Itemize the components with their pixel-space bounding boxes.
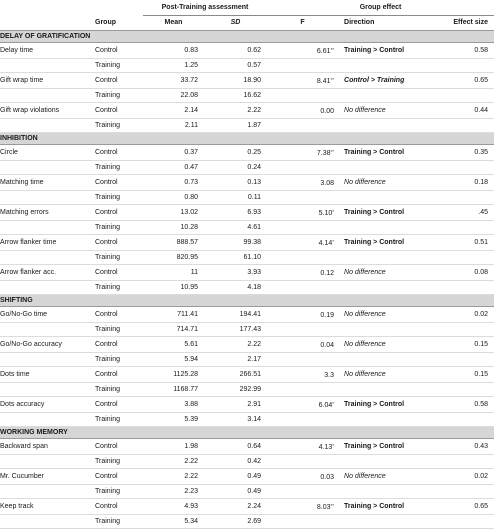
significance-marker: * [332, 443, 335, 448]
direction-cell: Training > Control [338, 235, 424, 251]
f-value: 5.10 [318, 210, 333, 217]
f-cell [267, 73, 338, 89]
f-cell [267, 383, 338, 397]
effect-size-cell [424, 515, 494, 529]
f-cell [267, 175, 338, 191]
measure-name: Gift wrap time [0, 73, 89, 89]
table-row [0, 307, 494, 323]
measure-name [0, 251, 89, 265]
direction-cell: No difference [338, 337, 424, 353]
group-cell: Control [89, 175, 143, 191]
group-cell: Control [89, 73, 143, 89]
f-value: 4.14 [318, 240, 333, 247]
f-value: 4.13 [318, 444, 333, 451]
effect-size-cell [424, 383, 494, 397]
f-value: 0.04 [320, 342, 335, 349]
f-cell [267, 353, 338, 367]
f-cell [267, 323, 338, 337]
group-cell: Control [89, 439, 143, 455]
measure-name [0, 161, 89, 175]
measure-name [0, 515, 89, 529]
effect-size-cell [424, 191, 494, 205]
mean-cell: 4.93 [143, 499, 204, 515]
mean-cell: 1125.28 [143, 367, 204, 383]
sd-cell: 292.99 [204, 383, 267, 397]
direction-cell [338, 485, 424, 499]
f-cell [267, 161, 338, 175]
direction-cell: No difference [338, 307, 424, 323]
measure-name [0, 353, 89, 367]
group-cell: Control [89, 265, 143, 281]
group-cell: Training [89, 383, 143, 397]
table-row [0, 337, 494, 353]
table-row [0, 439, 494, 455]
effect-size-cell: 0.65 [424, 73, 494, 89]
direction-cell: Training > Control [338, 205, 424, 221]
f-cell [267, 191, 338, 205]
table-row [0, 265, 494, 281]
table-row [0, 383, 494, 397]
effect-size-cell: 0.65 [424, 499, 494, 515]
significance-marker: * [332, 209, 335, 214]
f-value: 8.41 [316, 78, 331, 85]
group-cell: Control [89, 205, 143, 221]
direction-cell: Training > Control [338, 397, 424, 413]
section-header-row [0, 133, 494, 145]
table-row [0, 175, 494, 191]
sd-cell: 2.91 [204, 397, 267, 413]
measure-name: Mr. Cucumber [0, 469, 89, 485]
f-value: 3.08 [320, 180, 335, 187]
table-row [0, 353, 494, 367]
effect-size-cell [424, 455, 494, 469]
measure-name: Go/No-Go time [0, 307, 89, 323]
table-row [0, 455, 494, 469]
effect-size-cell: 0.15 [424, 337, 494, 353]
mean-cell: 11 [143, 265, 204, 281]
effect-size-cell: 0.58 [424, 43, 494, 59]
sd-cell: 18.90 [204, 73, 267, 89]
significance-marker: ** [330, 47, 335, 52]
effect-size-cell: 0.58 [424, 397, 494, 413]
effect-size-cell: 0.18 [424, 175, 494, 191]
table-row [0, 59, 494, 73]
f-cell [267, 281, 338, 295]
effect-size-cell: 0.15 [424, 367, 494, 383]
mean-cell: 888.57 [143, 235, 204, 251]
table-row [0, 221, 494, 235]
table-row [0, 145, 494, 161]
effect-size-cell [424, 413, 494, 427]
sd-cell: 0.49 [204, 485, 267, 499]
section-title: INHIBITION [0, 133, 494, 145]
f-value: 0.00 [320, 108, 335, 115]
sd-cell: 2.24 [204, 499, 267, 515]
group-cell: Training [89, 455, 143, 469]
measure-name: Delay time [0, 43, 89, 59]
effect-size-cell [424, 251, 494, 265]
measure-name: Circle [0, 145, 89, 161]
group-cell: Training [89, 323, 143, 337]
measure-name: Keep track [0, 499, 89, 515]
mean-cell: 5.34 [143, 515, 204, 529]
measure-name [0, 89, 89, 103]
measure-name [0, 59, 89, 73]
mean-column-header: Mean [164, 19, 183, 26]
table-row [0, 89, 494, 103]
table-row [0, 499, 494, 515]
table-row [0, 485, 494, 499]
group-cell: Control [89, 397, 143, 413]
table-row [0, 397, 494, 413]
mean-cell: 5.39 [143, 413, 204, 427]
effect-size-cell [424, 89, 494, 103]
group-cell: Control [89, 367, 143, 383]
sd-cell: 3.14 [204, 413, 267, 427]
sd-cell: 2.22 [204, 103, 267, 119]
direction-cell: No difference [338, 469, 424, 485]
measure-name [0, 119, 89, 133]
effect-size-cell: 0.51 [424, 235, 494, 251]
direction-cell [338, 119, 424, 133]
effect-size-cell: 0.44 [424, 103, 494, 119]
sd-cell: 0.13 [204, 175, 267, 191]
direction-cell [338, 89, 424, 103]
f-value: 6.04 [318, 402, 333, 409]
effect-size-column-header: Effect size [453, 19, 489, 26]
group-cell: Training [89, 119, 143, 133]
sd-cell: 0.24 [204, 161, 267, 175]
table-row [0, 413, 494, 427]
direction-column-header: Direction [344, 19, 375, 26]
mean-cell: 10.95 [143, 281, 204, 295]
f-cell [267, 469, 338, 485]
mean-cell: 711.41 [143, 307, 204, 323]
mean-cell: 1168.77 [143, 383, 204, 397]
measure-name: Matching time [0, 175, 89, 191]
group-cell: Training [89, 515, 143, 529]
table-header [0, 0, 494, 31]
significance-marker: ** [330, 503, 335, 508]
mean-cell: 33.72 [143, 73, 204, 89]
direction-cell [338, 323, 424, 337]
f-cell [267, 251, 338, 265]
measure-name: Arrow flanker time [0, 235, 89, 251]
direction-cell [338, 221, 424, 235]
direction-cell [338, 455, 424, 469]
mean-cell: 2.22 [143, 469, 204, 485]
group-effect-header: Group effect [267, 0, 494, 16]
section-title: WORKING MEMORY [0, 427, 494, 439]
group-cell: Control [89, 145, 143, 161]
measure-name: Go/No-Go accuracy [0, 337, 89, 353]
f-cell [267, 145, 338, 161]
sd-cell: 99.38 [204, 235, 267, 251]
f-value: 6.61 [316, 48, 331, 55]
direction-cell [338, 353, 424, 367]
direction-cell [338, 515, 424, 529]
measure-name: Arrow flanker acc. [0, 265, 89, 281]
mean-cell: 1.25 [143, 59, 204, 73]
significance-marker: ** [330, 77, 335, 82]
mean-cell: 714.71 [143, 323, 204, 337]
effect-size-cell: 0.02 [424, 469, 494, 485]
measure-name: Dots time [0, 367, 89, 383]
effect-size-cell [424, 323, 494, 337]
table-row [0, 251, 494, 265]
effect-size-cell: 0.02 [424, 307, 494, 323]
mean-cell: 13.02 [143, 205, 204, 221]
sd-cell: 2.17 [204, 353, 267, 367]
section-header-row [0, 31, 494, 43]
sd-cell: 0.57 [204, 59, 267, 73]
direction-cell: Training > Control [338, 145, 424, 161]
direction-cell: Training > Control [338, 43, 424, 59]
section-header-row [0, 295, 494, 307]
table-row [0, 323, 494, 337]
group-cell: Training [89, 161, 143, 175]
direction-cell [338, 191, 424, 205]
direction-cell [338, 413, 424, 427]
post-training-header: Post-Training assessment [143, 0, 267, 16]
effect-size-cell: 0.43 [424, 439, 494, 455]
group-cell: Training [89, 221, 143, 235]
effect-size-cell [424, 221, 494, 235]
table-row [0, 191, 494, 205]
significance-marker: ** [330, 149, 335, 154]
direction-cell: Training > Control [338, 439, 424, 455]
sd-cell: 2.22 [204, 337, 267, 353]
direction-cell [338, 251, 424, 265]
mean-cell: 3.88 [143, 397, 204, 413]
effect-size-cell [424, 485, 494, 499]
measure-name: Backward span [0, 439, 89, 455]
mean-cell: 820.95 [143, 251, 204, 265]
measure-name [0, 191, 89, 205]
group-cell: Control [89, 235, 143, 251]
mean-cell: 10.28 [143, 221, 204, 235]
f-cell [267, 499, 338, 515]
section-title: DELAY OF GRATIFICATION [0, 31, 494, 43]
sd-cell: 3.93 [204, 265, 267, 281]
mean-cell: 0.83 [143, 43, 204, 59]
f-cell [267, 265, 338, 281]
f-cell [267, 205, 338, 221]
f-value: 8.03 [316, 504, 331, 511]
f-value: 0.19 [320, 312, 335, 319]
sd-cell: 1.87 [204, 119, 267, 133]
direction-cell: No difference [338, 175, 424, 191]
group-cell: Training [89, 251, 143, 265]
measure-name [0, 383, 89, 397]
sd-cell: 177.43 [204, 323, 267, 337]
sd-cell: 194.41 [204, 307, 267, 323]
f-cell [267, 307, 338, 323]
direction-cell: No difference [338, 103, 424, 119]
f-cell [267, 337, 338, 353]
effect-size-cell [424, 281, 494, 295]
sd-column-header: SD [230, 19, 241, 26]
f-cell [267, 103, 338, 119]
measure-name: Gift wrap violations [0, 103, 89, 119]
direction-cell: No difference [338, 265, 424, 281]
mean-cell: 0.80 [143, 191, 204, 205]
effect-size-cell [424, 353, 494, 367]
sd-cell: 2.69 [204, 515, 267, 529]
group-cell: Training [89, 281, 143, 295]
sd-cell: 16.62 [204, 89, 267, 103]
table-row [0, 43, 494, 59]
table-row [0, 103, 494, 119]
group-cell: Training [89, 485, 143, 499]
f-cell [267, 89, 338, 103]
measure-name [0, 455, 89, 469]
f-cell [267, 59, 338, 73]
mean-cell: 22.08 [143, 89, 204, 103]
measure-name [0, 413, 89, 427]
table-row [0, 235, 494, 251]
measure-name [0, 485, 89, 499]
section-title: SHIFTING [0, 295, 494, 307]
sd-cell: 4.18 [204, 281, 267, 295]
mean-cell: 2.14 [143, 103, 204, 119]
f-value: 0.03 [320, 474, 335, 481]
group-cell: Control [89, 103, 143, 119]
f-cell [267, 367, 338, 383]
f-cell [267, 119, 338, 133]
table-row [0, 161, 494, 175]
table-row [0, 281, 494, 295]
sd-cell: 266.51 [204, 367, 267, 383]
measure-name [0, 281, 89, 295]
measure-name: Dots accuracy [0, 397, 89, 413]
mean-cell: 0.47 [143, 161, 204, 175]
mean-cell: 1.98 [143, 439, 204, 455]
mean-cell: 5.94 [143, 353, 204, 367]
f-cell [267, 43, 338, 59]
mean-cell: 5.61 [143, 337, 204, 353]
table-row [0, 469, 494, 485]
f-cell [267, 397, 338, 413]
direction-cell [338, 383, 424, 397]
mean-cell: 0.37 [143, 145, 204, 161]
group-cell: Control [89, 43, 143, 59]
table-row [0, 73, 494, 89]
f-cell [267, 485, 338, 499]
group-cell: Training [89, 89, 143, 103]
direction-cell: Control > Training [338, 73, 424, 89]
f-cell [267, 235, 338, 251]
measure-name [0, 323, 89, 337]
direction-cell [338, 161, 424, 175]
direction-cell [338, 59, 424, 73]
sd-cell: 0.42 [204, 455, 267, 469]
f-cell [267, 413, 338, 427]
f-value: 3.3 [324, 372, 335, 379]
measure-name [0, 221, 89, 235]
table-row [0, 205, 494, 221]
sd-cell: 6.93 [204, 205, 267, 221]
f-column-header: F [300, 19, 305, 26]
direction-cell: Training > Control [338, 499, 424, 515]
effect-size-cell [424, 161, 494, 175]
sd-cell: 0.25 [204, 145, 267, 161]
table-row [0, 119, 494, 133]
f-cell [267, 515, 338, 529]
f-cell [267, 439, 338, 455]
table-body [0, 31, 494, 529]
sd-cell: 0.11 [204, 191, 267, 205]
table-row [0, 367, 494, 383]
group-cell: Training [89, 59, 143, 73]
sd-cell: 0.64 [204, 439, 267, 455]
group-cell: Control [89, 469, 143, 485]
sd-cell: 61.10 [204, 251, 267, 265]
section-header-row [0, 427, 494, 439]
mean-cell: 2.11 [143, 119, 204, 133]
significance-marker: * [332, 401, 335, 406]
direction-cell [338, 281, 424, 295]
group-cell: Control [89, 307, 143, 323]
f-value: 7.38 [316, 150, 331, 157]
group-column-header: Group [95, 18, 116, 26]
effect-size-cell: .45 [424, 205, 494, 221]
mean-cell: 2.22 [143, 455, 204, 469]
effect-size-cell: 0.35 [424, 145, 494, 161]
group-cell: Training [89, 191, 143, 205]
mean-cell: 0.73 [143, 175, 204, 191]
group-cell: Training [89, 353, 143, 367]
effect-size-cell [424, 59, 494, 73]
effect-size-cell [424, 119, 494, 133]
group-cell: Control [89, 337, 143, 353]
direction-cell: No difference [338, 367, 424, 383]
f-cell [267, 221, 338, 235]
f-cell [267, 455, 338, 469]
significance-marker: * [332, 239, 335, 244]
f-value: 0.12 [320, 270, 335, 277]
sd-cell: 0.49 [204, 469, 267, 485]
measure-name: Matching errors [0, 205, 89, 221]
effect-size-cell: 0.08 [424, 265, 494, 281]
sd-cell: 4.61 [204, 221, 267, 235]
mean-cell: 2.23 [143, 485, 204, 499]
group-cell: Control [89, 499, 143, 515]
sd-cell: 0.62 [204, 43, 267, 59]
table-row [0, 515, 494, 529]
group-cell: Training [89, 413, 143, 427]
